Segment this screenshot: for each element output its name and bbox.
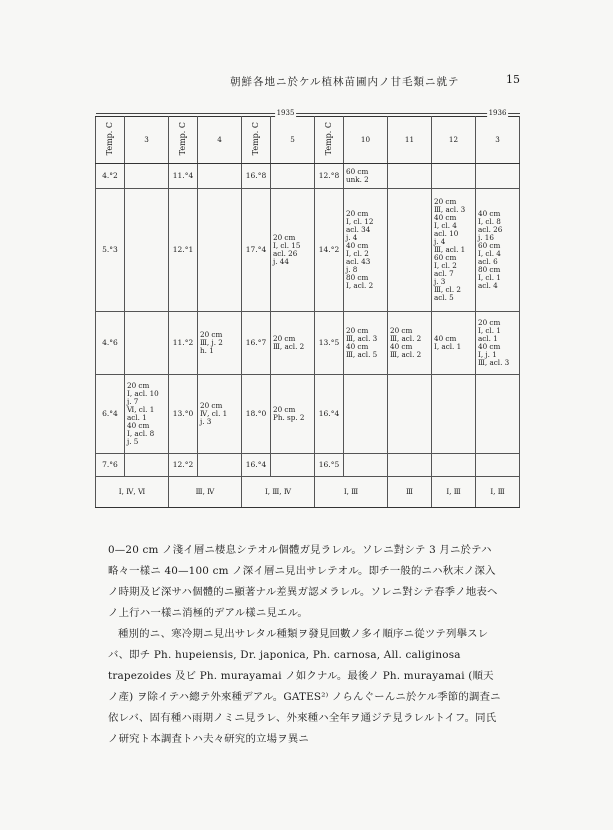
data-cell (388, 189, 432, 312)
data-cell (388, 164, 432, 189)
column-header: Temp. C (242, 117, 271, 164)
temperature-cell: 16.°4 (315, 375, 344, 454)
running-head: 朝鮮各地ニ於ケル植林苗圃内ノ甘毛類ニ就テ (230, 76, 460, 88)
summary-cell: Ⅰ, Ⅲ (476, 477, 520, 508)
page-number: 15 (506, 73, 520, 86)
column-header: 4 (198, 117, 242, 164)
data-cell (432, 454, 476, 477)
data-cell: 40 cm Ⅰ, cl. 8 acl. 26 j. 16 60 cm Ⅰ, cl. 4 acl. 6 80 cm Ⅰ, cl. 1 acl. 4 (476, 189, 520, 312)
body-text (108, 540, 504, 750)
column-header: Temp. C (315, 117, 344, 164)
data-cell (388, 454, 432, 477)
temperature-cell: 12.°8 (315, 164, 344, 189)
summary-cell: Ⅲ (388, 477, 432, 508)
data-cell: 20 cm Ⅲ, acl. 3 40 cm Ⅰ, cl. 4 acl. 10 j. 4 Ⅲ, acl. 1 60 cm Ⅰ, cl. 2 acl. 7 j. 3 Ⅲ, cl. 2 acl. 5 (432, 189, 476, 312)
data-cell (198, 164, 242, 189)
data-cell: 20 cm Ⅲ, j. 2 h. 1 (198, 312, 242, 375)
summary-cell: Ⅰ, Ⅲ (315, 477, 388, 508)
data-cell (271, 164, 315, 189)
temperature-cell: 11.°2 (169, 312, 198, 375)
data-cell (271, 454, 315, 477)
temperature-cell: 16.°7 (242, 312, 271, 375)
summary-cell: Ⅰ, Ⅲ, Ⅳ (242, 477, 315, 508)
column-header: 11 (388, 117, 432, 164)
temperature-cell: 14.°2 (315, 189, 344, 312)
data-cell (198, 189, 242, 312)
data-cell (388, 375, 432, 454)
data-cell (198, 454, 242, 477)
data-cell: 20 cm Ⅰ, cl. 15 acl. 26 j. 44 (271, 189, 315, 312)
year-band-row (96, 104, 520, 117)
data-cell: 20 cm Ⅰ, cl. 12 acl. 34 j. 4 40 cm Ⅰ, cl. 2 acl. 43 j. 8 80 cm Ⅰ, acl. 2 (344, 189, 388, 312)
data-cell (125, 164, 169, 189)
data-cell (344, 375, 388, 454)
data-cell (476, 164, 520, 189)
column-header: 3 (125, 117, 169, 164)
data-cell: 20 cm Ⅰ, acl. 10 j. 7 Ⅵ, cl. 1 acl. 1 40 cm Ⅰ, acl. 8 j. 5 (125, 375, 169, 454)
summary-cell: Ⅰ, Ⅲ (432, 477, 476, 508)
temperature-cell: 16.°4 (242, 454, 271, 477)
data-cell (125, 312, 169, 375)
data-cell (476, 454, 520, 477)
temperature-cell: 18.°0 (242, 375, 271, 454)
soil-depth-table (95, 104, 520, 508)
table-row (96, 164, 520, 189)
temperature-cell: 6.°4 (96, 375, 125, 454)
temperature-cell: 17.°4 (242, 189, 271, 312)
paragraph: 0—20 cm ノ淺イ層ニ棲息シテオル個體ガ見ラレル。ソレニ對シテ 3 月ニ於テハ略々一樣ニ 40—100 cm ノ深イ層ニ見出サレテオル。即チ一般的ニハ秋末ノ深入ノ時期及ビ深サハ個體的ニ顯著ナル差異ガ認メラレル。ソレニ對シテ春季ノ地表ヘノ上行ハ一樣ニ消極的デアル樣ニ見エル。 (108, 544, 498, 619)
column-header: Temp. C (169, 117, 198, 164)
year-label-1936: 1936 (488, 108, 507, 117)
temperature-cell: 12.°1 (169, 189, 198, 312)
data-cell: 20 cm Ⅳ, cl. 1 j. 3 (198, 375, 242, 454)
data-cell: 20 cm Ⅲ, acl. 3 40 cm Ⅲ, acl. 5 (344, 312, 388, 375)
table-row (96, 454, 520, 477)
data-cell: 20 cm Ⅲ, acl. 2 40 cm Ⅲ, acl. 2 (388, 312, 432, 375)
data-cell: 20 cm Ⅰ, cl. 1 acl. 1 40 cm Ⅰ, j. 1 Ⅲ, acl. 3 (476, 312, 520, 375)
summary-cell: Ⅲ, Ⅳ (169, 477, 242, 508)
data-cell: 20 cm Ph. sp. 2 (271, 375, 315, 454)
data-cell (432, 375, 476, 454)
temperature-cell: 11.°4 (169, 164, 198, 189)
temperature-cell: 16.°8 (242, 164, 271, 189)
column-header: 5 (271, 117, 315, 164)
column-header: 10 (344, 117, 388, 164)
temperature-cell: 4.°6 (96, 312, 125, 375)
temperature-cell: 12.°2 (169, 454, 198, 477)
summary-cell: Ⅰ, Ⅳ, Ⅵ (96, 477, 169, 508)
data-cell: 20 cm Ⅲ, acl. 2 (271, 312, 315, 375)
temperature-cell: 5.°3 (96, 189, 125, 312)
paragraph: 種別的ニ、寒冷期ニ見出サレタル種類ヲ發見回數ノ多イ順序ニ從ツテ列擧スレバ、即チ Ph. hupeiensis, Dr. japonica, Ph. carnosa, All. caliginosa trapezoides 及ビ Ph. murayamai ノ如クナル。最後ノ Ph. murayamai (順天ノ產) ヲ除イテハ總テ外來種デアル。GATES²⁾ ノらんぐーんニ於ケル季節的調査ニ依レバ、固有種ハ雨期ノミニ見ラレ、外來種ハ全年ヲ通ジテ見ラレルトイフ。同氏ノ研究ト本調査トハ夫々研究的立場ヲ異ニ (108, 628, 501, 745)
table-row (96, 312, 520, 375)
temperature-cell: 13.°5 (315, 312, 344, 375)
summary-row (96, 477, 520, 508)
data-cell (344, 454, 388, 477)
column-header: 12 (432, 117, 476, 164)
data-cell: 60 cm unk. 2 (344, 164, 388, 189)
column-header: Temp. C (96, 117, 125, 164)
temperature-cell: 4.°2 (96, 164, 125, 189)
column-header: 3 (476, 117, 520, 164)
data-cell (476, 375, 520, 454)
data-cell: 40 cm Ⅰ, acl. 1 (432, 312, 476, 375)
data-cell (125, 454, 169, 477)
year-label-1935: 1935 (276, 108, 295, 117)
temperature-cell: 7.°6 (96, 454, 125, 477)
table-header-row (96, 117, 520, 164)
table-row (96, 375, 520, 454)
temperature-cell: 13.°0 (169, 375, 198, 454)
data-cell (432, 164, 476, 189)
temperature-cell: 16.°5 (315, 454, 344, 477)
table-row (96, 189, 520, 312)
data-cell (125, 189, 169, 312)
